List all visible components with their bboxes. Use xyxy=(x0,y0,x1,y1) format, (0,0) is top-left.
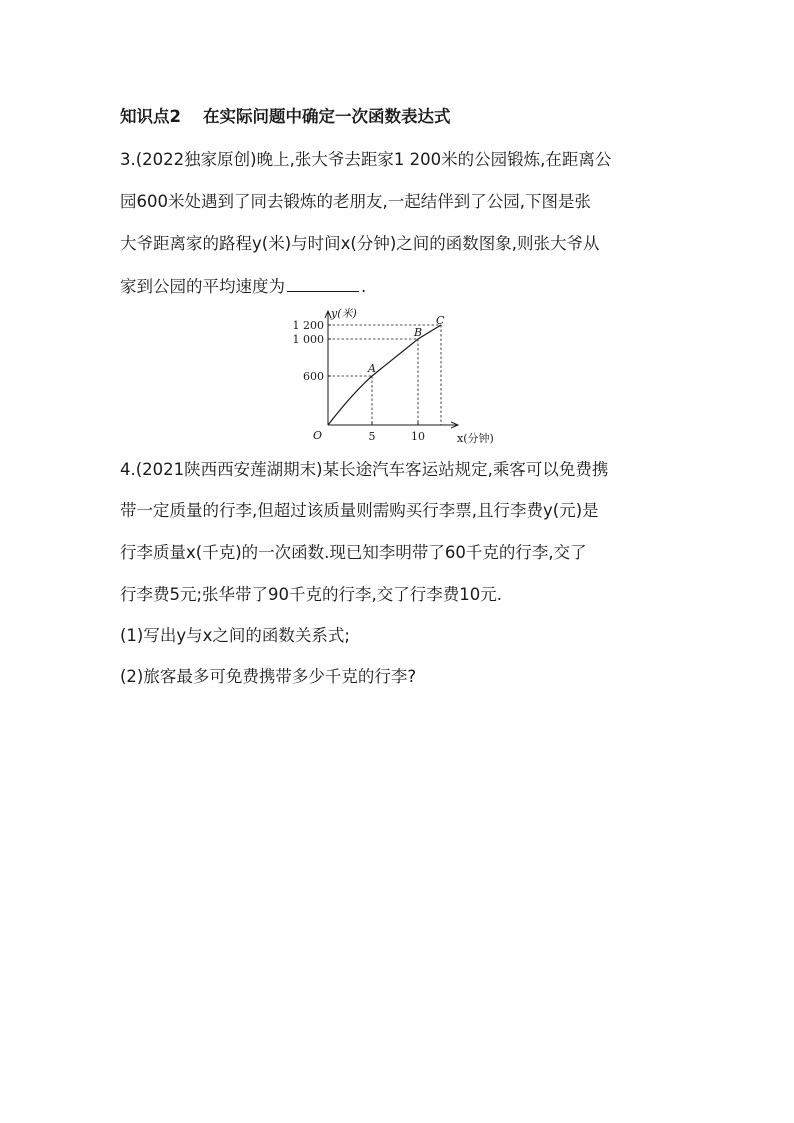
q4-line-1: 4.(2021陕西西安莲湖期末)某长途汽车客运站规定,乘客可以免费携 xyxy=(120,460,609,479)
x-axis-label: x(分钟) xyxy=(457,432,494,445)
q4-line-2: 带一定质量的行李,但超过该质量则需购买行李票,且行李费y(元)是 xyxy=(120,501,599,520)
point-b-label: B xyxy=(414,326,423,339)
answer-blank[interactable] xyxy=(287,277,359,292)
point-c-label: C xyxy=(436,314,445,327)
x-tick-10: 10 xyxy=(411,430,425,443)
q4-part-1: (1)写出y与x之间的函数关系式; xyxy=(120,626,350,645)
section-number: 知识点2 xyxy=(120,107,181,126)
point-a-label: A xyxy=(368,362,376,375)
y-axis-label: y(米) xyxy=(331,307,357,320)
y-tick-1200: 1 200 xyxy=(292,319,324,332)
distance-time-graph xyxy=(290,306,510,446)
q3-line-3: 大爷距离家的路程y(米)与时间x(分钟)之间的函数图象,则张大爷从 xyxy=(120,234,600,253)
q3-line-4 xyxy=(120,277,366,296)
section-heading xyxy=(120,109,450,126)
q4-part-2: (2)旅客最多可免费携带多少千克的行李? xyxy=(120,667,417,686)
q3-line-4-end: . xyxy=(361,277,367,296)
q4-line-4: 行李费5元;张华带了90千克的行李,交了行李费10元. xyxy=(120,585,503,604)
q3-line-1: 3.(2022独家原创)晚上,张大爷去距家1 200米的公园锻炼,在距离公 xyxy=(120,150,612,169)
q3-line-2: 园600米处遇到了同去锻炼的老朋友,一起结伴到了公园,下图是张 xyxy=(120,192,591,211)
q3-line-4-text: 家到公园的平均速度为 xyxy=(120,277,285,296)
y-tick-600: 600 xyxy=(303,370,324,383)
y-tick-1000: 1 000 xyxy=(292,333,324,346)
origin-label: O xyxy=(313,429,323,442)
section-title: 在实际问题中确定一次函数表达式 xyxy=(202,107,451,126)
q4-line-3: 行李质量x(千克)的一次函数.现已知李明带了60千克的行李,交了 xyxy=(120,543,587,562)
function-curve xyxy=(328,325,441,425)
x-tick-5: 5 xyxy=(368,430,376,443)
